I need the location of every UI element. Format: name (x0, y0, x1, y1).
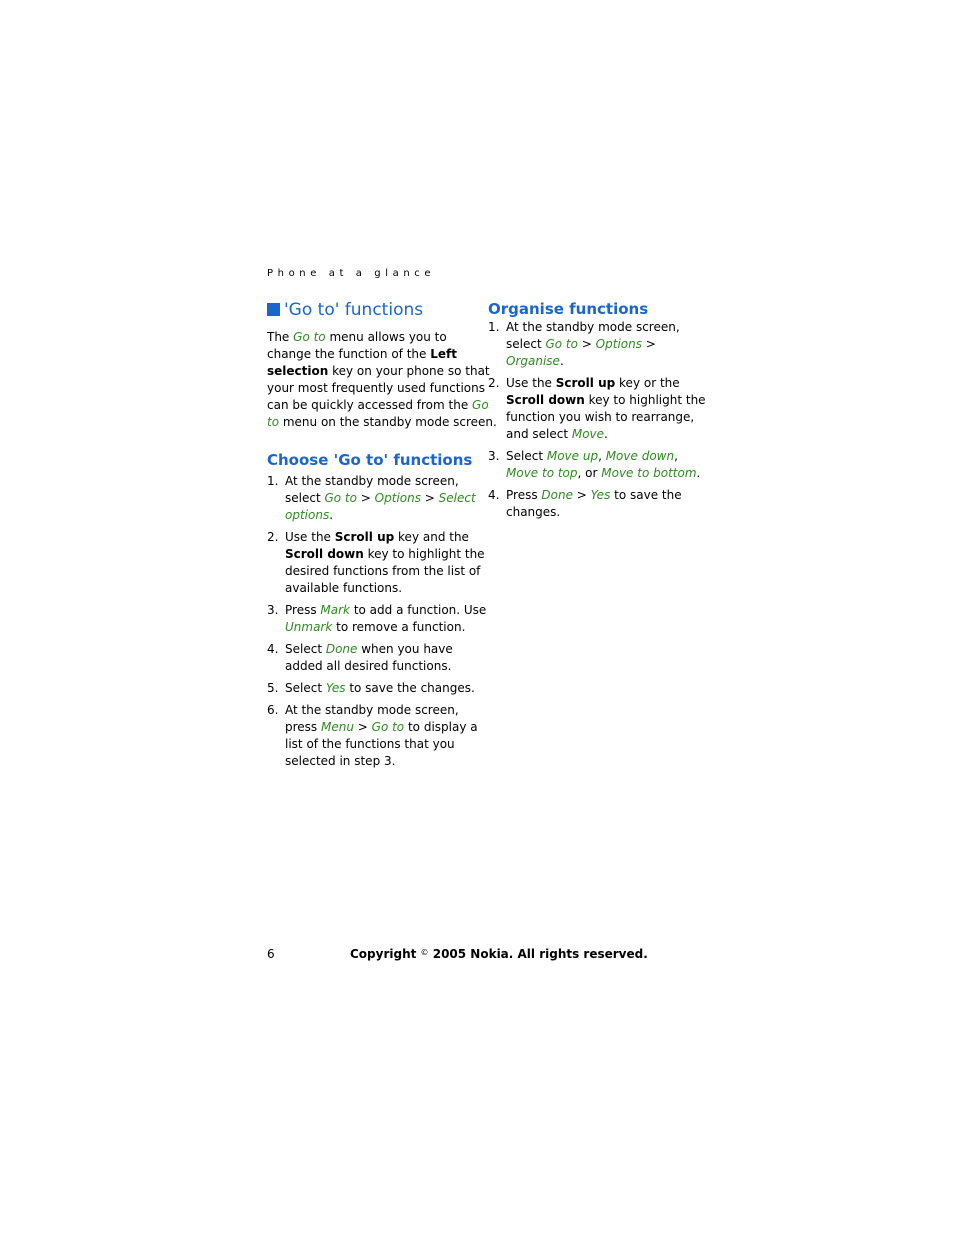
step-term: Move to top (506, 466, 578, 480)
step-text: . (604, 427, 608, 441)
step-number: 2. (488, 376, 500, 390)
step-text: to save the changes. (345, 681, 475, 695)
step-text: added all desired functions. (285, 659, 452, 673)
step-term: options (285, 508, 330, 522)
intro-text: key on your phone so that (328, 364, 490, 378)
step-term: Move down (605, 449, 675, 463)
step-text: . (559, 354, 564, 368)
step-text: to add a function. Use (350, 603, 487, 617)
list-item (488, 448, 701, 482)
step-number: 4. (488, 488, 500, 502)
list-item (267, 602, 487, 636)
step-text: key to highlight the (584, 393, 706, 407)
copyright-notice (350, 947, 648, 961)
step-text: Select (285, 642, 326, 656)
step-text: changes. (506, 505, 561, 519)
step-text: > (641, 337, 656, 351)
list-item (267, 702, 478, 770)
step-text: select (506, 337, 546, 351)
step-text: Use the (506, 376, 556, 390)
intro-term: Go (472, 398, 489, 412)
section-title-text: 'Go to' functions (284, 300, 424, 320)
step-text: Select (285, 681, 326, 695)
step-number: 6. (267, 703, 279, 717)
step-term: Options (595, 337, 642, 351)
right-column (488, 299, 706, 526)
step-text: At the standby mode screen, (285, 703, 459, 717)
organise-heading: Organise functions (488, 300, 649, 318)
step-key: Scroll down (285, 547, 364, 561)
step-text: list of the functions that you (285, 737, 455, 751)
step-text: to display a (404, 720, 478, 734)
step-number: 4. (267, 642, 279, 656)
step-text: , (674, 449, 678, 463)
organise-steps (488, 319, 706, 521)
step-text: Use the (285, 530, 335, 544)
step-term: Go to (324, 491, 357, 505)
step-term: Move up (546, 449, 599, 463)
step-text: , (598, 449, 606, 463)
step-text: press (285, 720, 321, 734)
list-item (488, 487, 693, 521)
step-term: Unmark (285, 620, 333, 634)
step-number: 5. (267, 681, 279, 695)
step-term: Move to bottom (601, 466, 697, 480)
step-text: key or the (615, 376, 680, 390)
step-text: key to highlight the (363, 547, 485, 561)
step-text: select (285, 491, 325, 505)
copyright-text: 2005 Nokia. All rights reserved. (428, 947, 648, 961)
step-text: > (577, 337, 596, 351)
step-text: At the standby mode screen, (506, 320, 680, 334)
step-text: Select (506, 449, 547, 463)
step-text: and select (506, 427, 572, 441)
step-text: > (353, 720, 372, 734)
step-text: > (420, 491, 439, 505)
step-text: , or (577, 466, 602, 480)
step-key: Scroll up (555, 376, 616, 390)
step-text: to remove a function. (332, 620, 466, 634)
running-head: Phone at a glance (267, 268, 436, 279)
intro-text: can be quickly accessed from the (267, 398, 473, 412)
intro-term: to (267, 415, 280, 429)
step-text: function you wish to rearrange, (506, 410, 695, 424)
step-number: 3. (267, 603, 279, 617)
step-number: 1. (267, 474, 279, 488)
list-item (267, 641, 472, 675)
step-number: 3. (488, 449, 500, 463)
step-term: Go to (545, 337, 578, 351)
intro-text: The (267, 330, 294, 344)
choose-steps (267, 473, 487, 770)
step-number: 1. (488, 320, 500, 334)
list-item (488, 375, 706, 443)
step-term: Mark (320, 603, 350, 617)
step-term: Options (374, 491, 421, 505)
step-term: Organise (506, 354, 560, 368)
section-title (267, 299, 472, 321)
step-key: Scroll up (334, 530, 395, 544)
intro-text: menu on the standby mode screen. (279, 415, 497, 429)
list-item (267, 473, 476, 524)
choose-heading: Choose 'Go to' functions (267, 451, 473, 469)
list-item (488, 319, 693, 370)
step-text: . (696, 466, 701, 480)
step-text: > (572, 488, 591, 502)
step-text: . (329, 508, 334, 522)
step-term: Move (571, 427, 605, 441)
intro-paragraph (267, 329, 497, 431)
step-term: Done (325, 642, 358, 656)
intro-text: your most frequently used functions (267, 381, 485, 395)
list-item (267, 680, 475, 697)
step-number: 2. (267, 530, 279, 544)
step-text: key and the (394, 530, 469, 544)
step-term: Done (541, 488, 573, 502)
step-text: selected in step 3. (285, 754, 396, 768)
intro-key: Left (430, 347, 457, 361)
step-text: available functions. (285, 581, 403, 595)
step-text: desired functions from the list of (285, 564, 481, 578)
step-text: Press (506, 488, 542, 502)
intro-key: selection (267, 364, 329, 378)
step-term: Go to (371, 720, 405, 734)
section-square-icon (267, 303, 280, 316)
copyright-text: Copyright (350, 947, 421, 961)
copyright-symbol: © (420, 948, 429, 957)
intro-term: Go to (293, 330, 326, 344)
step-text: Press (285, 603, 321, 617)
step-term: Menu (321, 720, 354, 734)
step-term: Yes (590, 488, 611, 502)
intro-text: change the function of the (267, 347, 431, 361)
step-term: Select (438, 491, 476, 505)
left-column (267, 299, 497, 775)
step-key: Scroll down (506, 393, 585, 407)
step-term: Yes (325, 681, 346, 695)
step-text: to save the (610, 488, 682, 502)
step-text: > (356, 491, 375, 505)
intro-text: menu allows you to (325, 330, 447, 344)
page-number: 6 (267, 947, 275, 961)
list-item (267, 529, 485, 597)
step-text: when you have (357, 642, 453, 656)
step-text: At the standby mode screen, (285, 474, 459, 488)
